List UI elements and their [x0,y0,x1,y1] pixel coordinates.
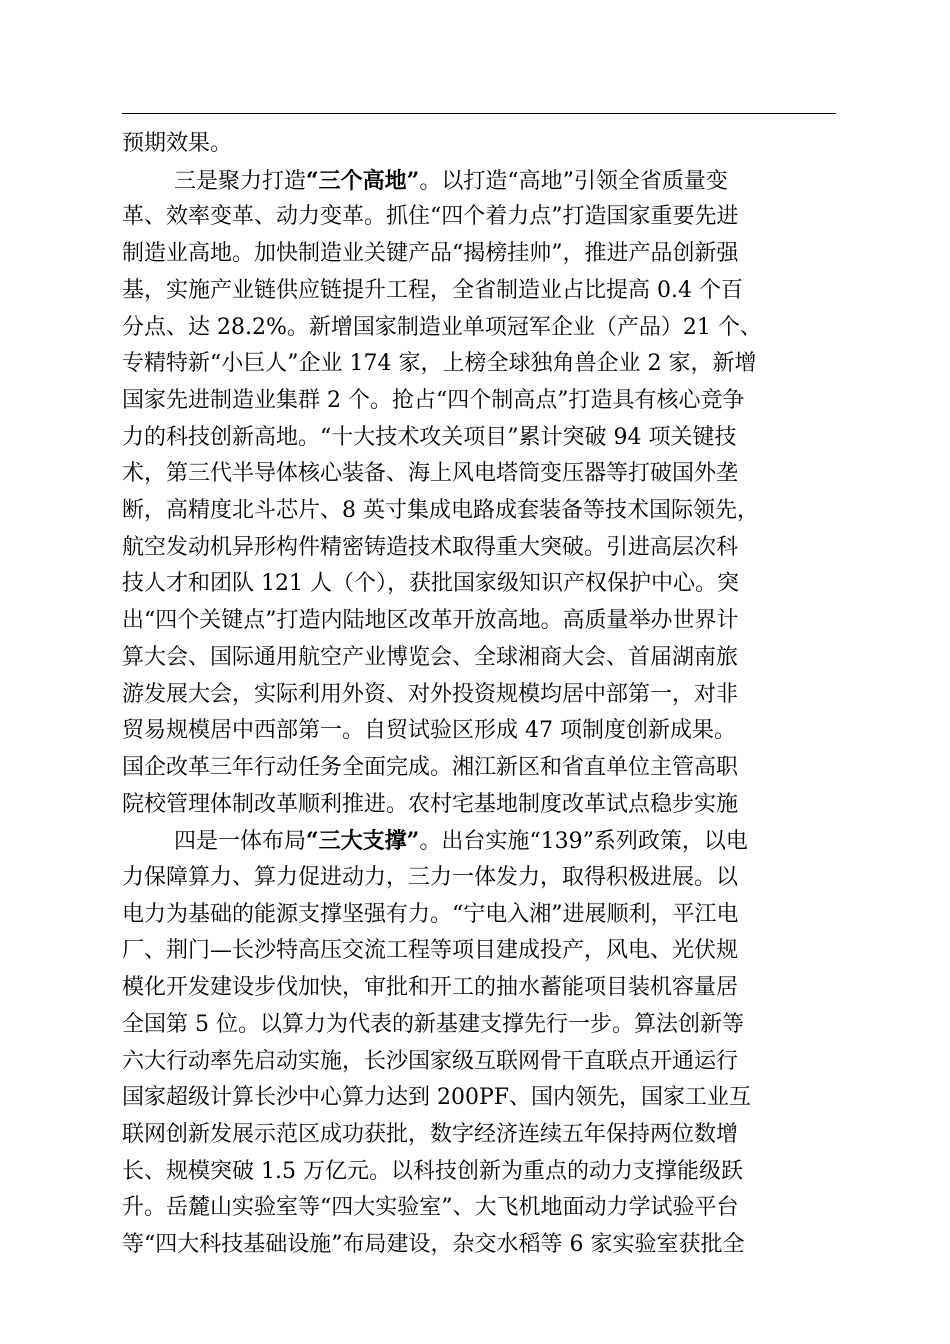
text-line: 贸易规模居中西部第一。自贸试验区形成 47 项制度创新成果。 [122,718,736,743]
text-line: 全国第 5 位。以算力为代表的新基建支撑先行一步。算法创新等 [122,1012,744,1037]
text-line: 出“四个关键点”打造内陆地区改革开放高地。高质量举办世界计 [122,608,739,633]
line-segment: 。出台实施“139”系列政策，以电 [419,829,748,854]
line-segment: 。以打造“高地”引领全省质量变 [419,169,728,194]
text-line: 力保障算力、算力促进动力，三力一体发力，取得积极进展。以 [122,865,739,890]
text-line: 升。岳麓山实验室等“四大实验室”、大飞机地面动力学试验平台 [122,1195,739,1220]
text-line: 国企改革三年行动任务全面完成。湘江新区和省直单位主管高职 [122,755,739,780]
text-line: 技人才和团队 121 人（个），获批国家级知识产权保护中心。突 [122,571,739,596]
text-line: 六大行动率先启动实施，长沙国家级互联网骨干直联点开通运行 [122,1049,739,1074]
text-line [174,165,728,197]
emphasis-text: “三个高地” [306,168,420,194]
text-line: 革、效率变革、动力变革。抓住“四个着力点”打造国家重要先进 [122,204,739,229]
text-line: 模化开发建设步伐加快，审批和开工的抽水蓄能项目装机容量居 [122,975,739,1000]
text-line: 电力为基础的能源支撑坚强有力。“宁电入湘”进展顺利，平江电 [122,902,739,927]
emphasis-text: “三大支撑” [306,828,420,854]
text-line: 联网创新发展示范区成功获批，数字经济连续五年保持两位数增 [122,1122,739,1147]
text-line: 预期效果。 [122,131,233,156]
text-line: 长、规模突破 1.5 万亿元。以科技创新为重点的动力支撑能级跃 [122,1159,743,1184]
text-line: 国家先进制造业集群 2 个。抢占“四个制高点”打造具有核心竞争 [122,388,745,413]
text-line: 等“四大科技基础设施”布局建设，杂交水稻等 6 家实验室获批全 [122,1232,745,1257]
text-line: 制造业高地。加快制造业关键产品“揭榜挂帅”，推进产品创新强 [122,241,739,266]
text-line: 算大会、国际通用航空产业博览会、全球湘商大会、首届湖南旅 [122,645,739,670]
text-line [174,825,748,857]
text-line: 游发展大会，实际利用外资、对外投资规模均居中部第一，对非 [122,682,739,707]
line-segment: 四是一体布局 [174,829,307,854]
text-line: 分点、达 28.2%。新增国家制造业单项冠军企业（产品）21 个、 [122,315,762,340]
text-line: 基，实施产业链供应链提升工程，全省制造业占比提高 0.4 个百 [122,278,743,303]
text-line: 断，高精度北斗芯片、8 英寸集成电路成套装备等技术国际领先， [122,498,759,523]
text-line: 专精特新“小巨人”企业 174 家，上榜全球独角兽企业 2 家，新增 [122,351,757,376]
text-line: 航空发动机异形构件精密铸造技术取得重大突破。引进高层次科 [122,535,739,560]
text-line: 国家超级计算长沙中心算力达到 200PF、国内领先，国家工业互 [122,1085,752,1110]
text-line: 术，第三代半导体核心装备、海上风电塔筒变压器等打破国外垄 [122,461,739,486]
line-segment: 三是聚力打造 [174,169,307,194]
text-line: 力的科技创新高地。“十大技术攻关项目”累计突破 94 项关键技 [122,425,737,450]
text-line: 厂、荆门—长沙特高压交流工程等项目建成投产，风电、光伏规 [122,938,739,963]
text-line: 院校管理体制改革顺利推进。农村宅基地制度改革试点稳步实施 [122,792,739,817]
